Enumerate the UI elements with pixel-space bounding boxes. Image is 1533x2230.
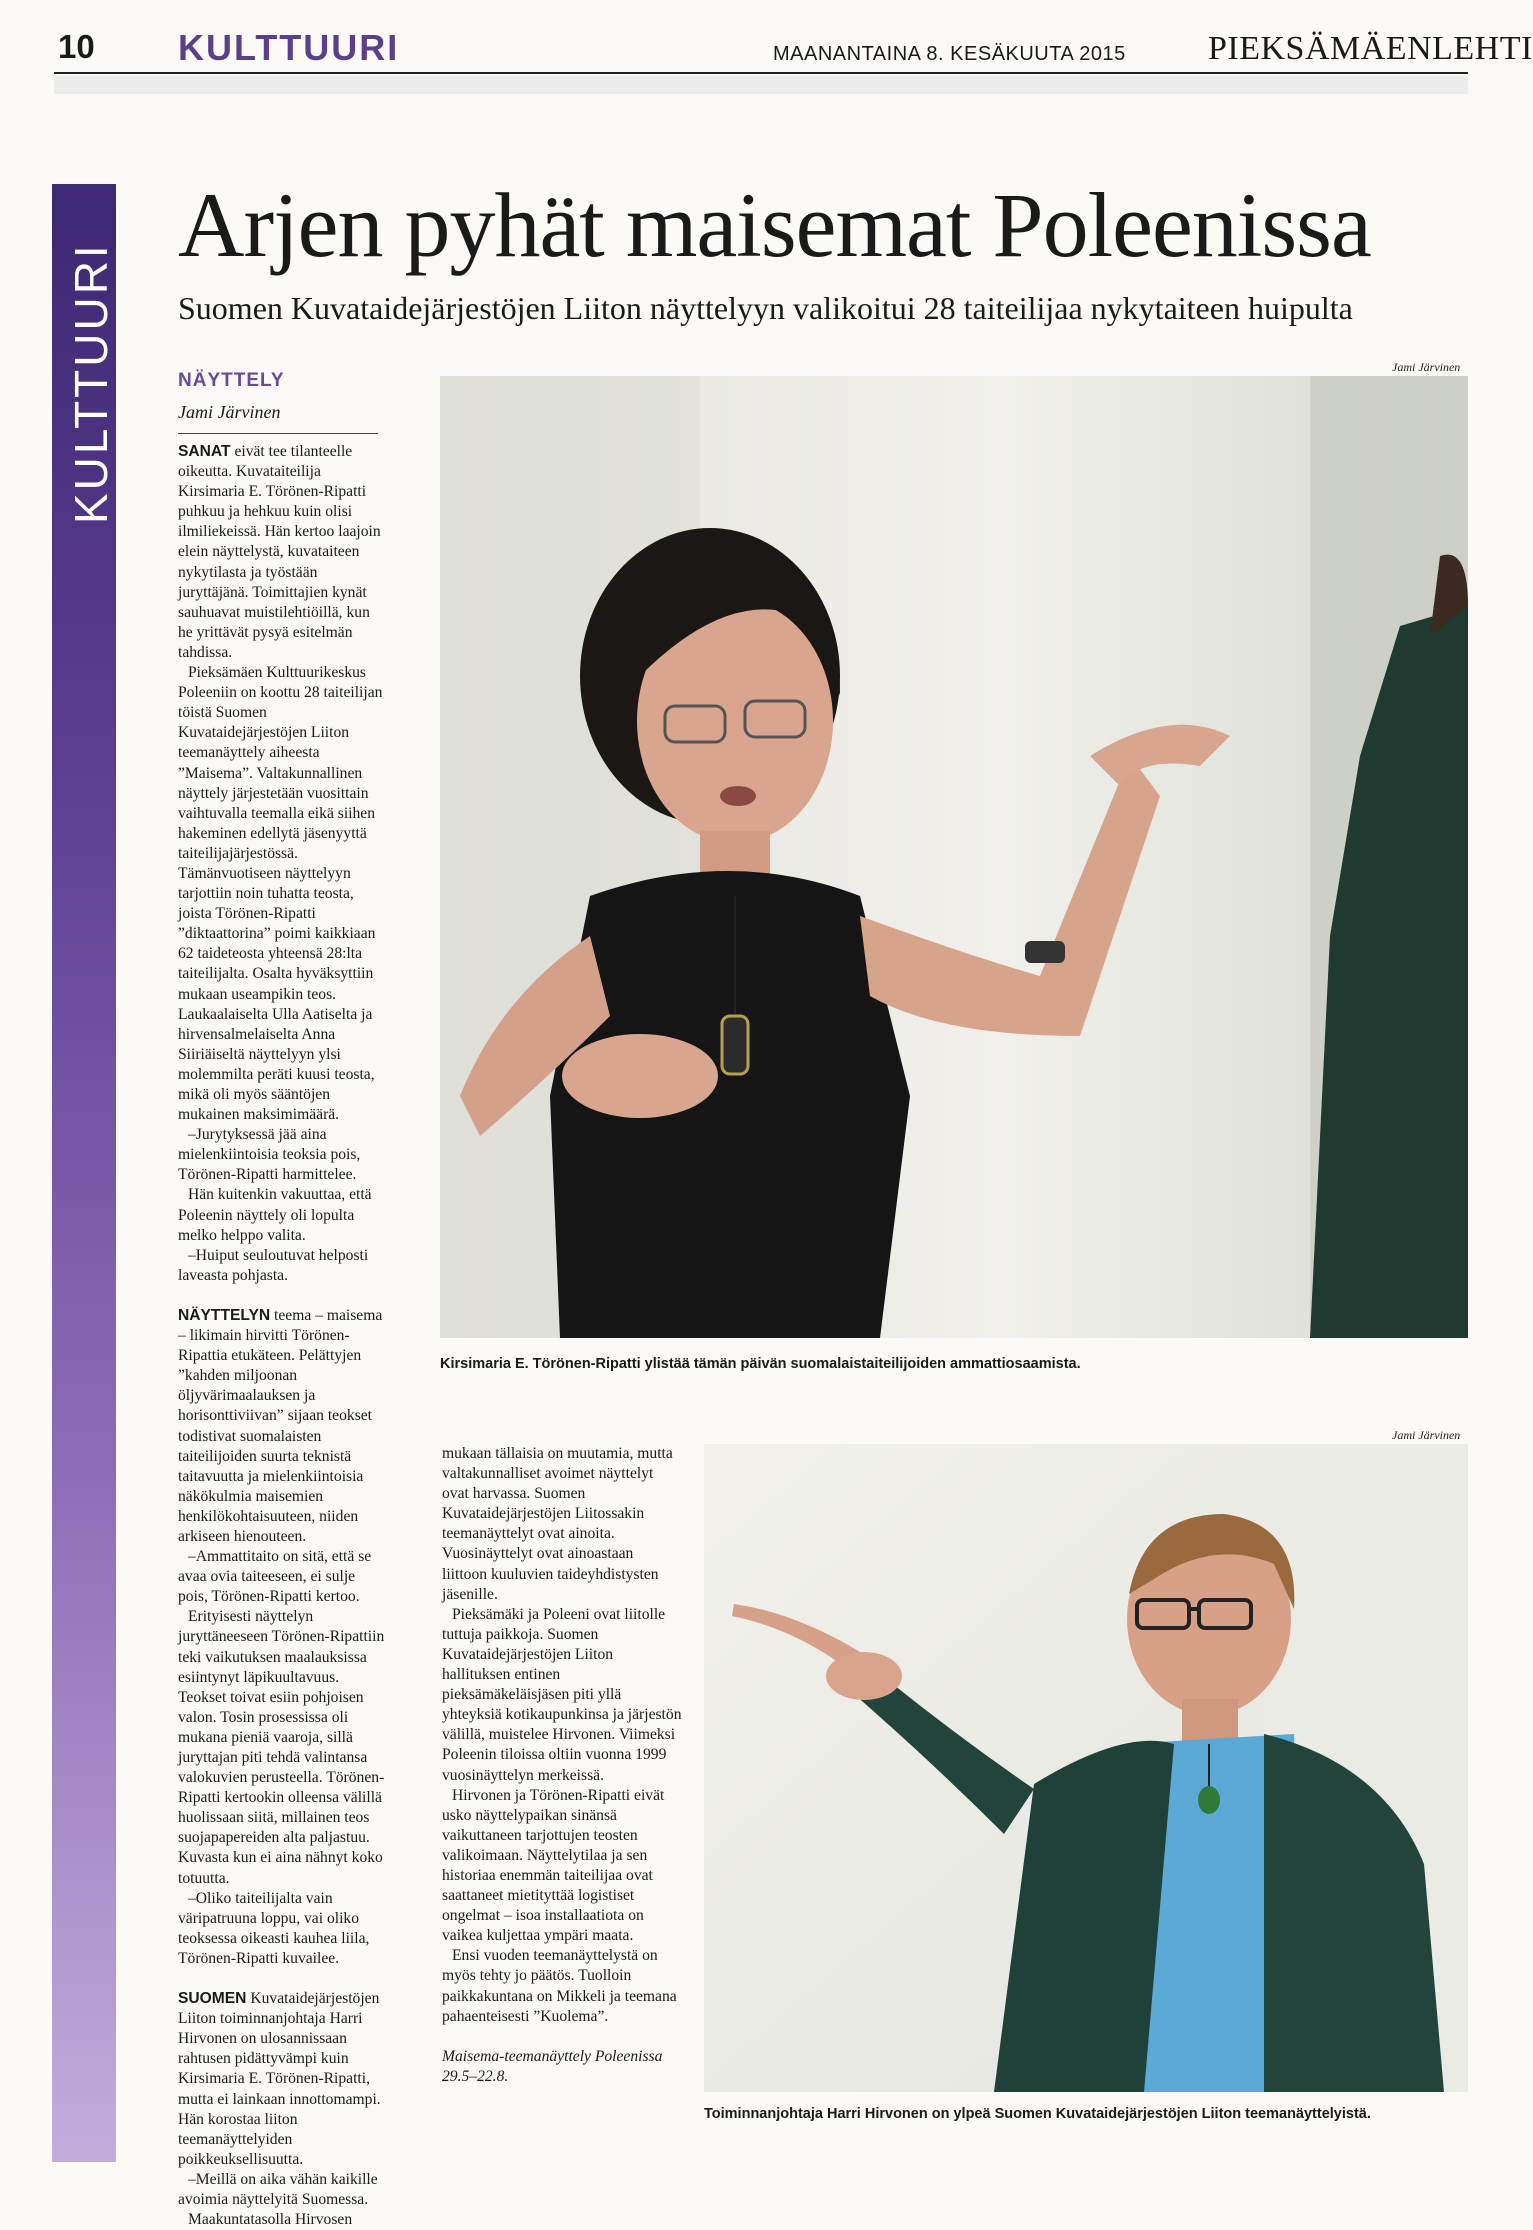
paragraph: Hän kuitenkin vakuuttaa, että Poleenin näyttely oli lopulta melko helppo valita.: [178, 1186, 372, 1244]
paragraph: –Jurytyksessä jää aina mielenkiintoisia teoksia pois, Törönen-Ripatti harmittelee.: [178, 1126, 361, 1184]
newspaper-name: PIEKSÄMÄENLEHTI: [1208, 30, 1533, 67]
article-headline: Arjen pyhät maisemat Poleenissa: [178, 174, 1371, 276]
paragraph: Pieksämäki ja Poleeni ovat liitolle tuttuja paikkoja. Suomen Kuvataidejärjestöjen Liiton hallituksen entinen pieksämäkeläisjäsen piti yllä yhteyksiä kotikaupunkinsa ja järjestön välillä, muistelee Hirvonen. Viimeksi Poleenin tiloissa oltiin vuonna 1999 vuosinäyttelyn merkeissä.: [442, 1605, 682, 1784]
paragraph-text: teema – maisema – likimain hirvitti Törönen-Ripattia etukäteen. Pelättyjen ”kahden miljoonan öljyvärimaalauksen ja horisonttiviivan” sijaan teokset todistivat suomalaisten taiteilijoiden suurta teknistä taitavuutta ja mielenkiintoisia näkökulmia maisemien henkilökohtaisuuteen, niiden arkiseen hienouteen.: [178, 1306, 383, 1545]
article-column-middle: [442, 1444, 682, 2087]
header-band: [54, 76, 1468, 94]
photo-credit: Jami Järvinen: [1392, 360, 1461, 374]
article-kicker: NÄYTTELY: [178, 370, 285, 391]
paragraph: Maakuntatasolla Hirvosen: [188, 2211, 353, 2229]
paragraph: –Meillä on aika vähän kaikille avoimia näyttelyitä Suomessa.: [178, 2170, 378, 2208]
exhibition-info: Maisema-teemanäyttely Poleenissa 29.5–22.8.: [442, 2047, 663, 2085]
paragraph: Erityisesti näyttelyn juryttäneeseen Törönen-Ripattiin teki vaikutuksen maalauksissa esiintynyt läpikuultavuus. Teokset toivat esiin pohjoisen valon. Tosin prosessissa oli mukana pieniä vaaroja, sillä juryttajan piti tehdä valintansa valokuvien perusteella. Törönen-Ripatti kertookin olleensa välillä huolissaan siitä, millainen teos suojapapereiden alta paljastuu. Kuvasta kun ei aina nähnyt koko totuutta.: [178, 1608, 385, 1887]
paragraph: Hirvonen ja Törönen-Ripatti eivät usko näyttelypaikan sinänsä vaikuttaneen tarjottujen teosten valikoimaan. Näyttelytilaa ja sen historiaa enemmän taiteilijaa ovat saattaneet mietityttää logistiset ongelmat – isoa installaatiota on vaikea kuljettaa ympäri maata.: [442, 1786, 665, 1945]
page-number: 10: [58, 28, 95, 65]
paragraph: [178, 1989, 386, 2170]
paragraph-lead: SANAT: [178, 443, 231, 460]
paragraph-text: Kuvataidejärjestöjen Liiton toiminnanjohtaja Harri Hirvonen on ulosannissaan rahtusen pidättyvämpi kuin Kirsimaria E. Törönen-Ripatti, mutta ei lainkaan innottomampi. Hän korostaa liiton teemanäyttelyiden poikkeuksellisuutta.: [178, 1990, 381, 2168]
article-byline: Jami Järvinen: [178, 402, 378, 434]
photo-credit: Jami Järvinen: [1392, 1428, 1461, 1442]
section-title: KULTTUURI: [178, 27, 400, 68]
photo-caption: Kirsimaria E. Törönen-Ripatti ylistää tämän päivän suomalaistaiteilijoiden ammattiosaamista.: [440, 1356, 1081, 1372]
paragraph: [178, 442, 386, 663]
paragraph: –Oliko taiteilijalta vain väripatruuna loppu, vai oliko teoksessa oikeasti kauhea liila, Törönen-Ripatti kuvailee.: [178, 1889, 370, 1967]
photo-kirsimaria: [440, 376, 1468, 1338]
photo-harri-hirvonen: [704, 1444, 1468, 2092]
article-subheadline: Suomen Kuvataidejärjestöjen Liiton näyttelyyn valikoitui 28 taiteilijaa nykytaiteen huipulta: [178, 290, 1353, 326]
section-sidebar: [52, 184, 116, 2162]
paragraph: [178, 1306, 386, 1547]
paragraph-lead: NÄYTTELYN: [178, 1306, 271, 1324]
paragraph: Pieksämäen Kulttuurikeskus Poleeniin on koottu 28 taiteilijan töistä Suomen Kuvataidejärjestöjen Liiton teemanäyttely aiheesta ”Maisema”. Valtakunnallinen näyttely järjestetään vuosittain vaihtuvalla teemalla eikä siihen hakeminen edellytä jäsenyyttä taiteilijajärjestössä. Tämänvuotiseen näyttelyyn tarjottiin noin tuhatta teosta, joista Törönen-Ripatti ”diktaattorina” poimi kaikkiaan 62 taideteosta yhteensä 28:lta taiteilijalta. Osalta hyväksyttiin mukaan useampikin teos. Laukaalaiselta Ulla Aatiselta ja hirvensalmelaiselta Anna Siiriäiseltä näyttelyyn ylsi molemmilta peräti kuusi teosta, mikä oli myös sääntöjen mukainen maksimimäärä.: [178, 664, 383, 1124]
paragraph: –Huiput seuloutuvat helposti laveasta pohjasta.: [178, 1246, 369, 1284]
paragraph: –Ammattitaito on sitä, että se avaa ovia taiteeseen, ei sulje pois, Törönen-Ripatti kertoo.: [178, 1548, 372, 1606]
sidebar-label: KULTTUURI: [65, 242, 117, 524]
paragraph-lead: SUOMEN: [178, 1990, 247, 2008]
paragraph: mukaan tällaisia on muutamia, mutta valtakunnalliset avoimet näyttelyt ovat harvassa. Suomen Kuvataidejärjestöjen Liitossakin teemanäyttelyt ovat ainoita. Vuosinäyttelyt ovat ainoastaan liittoon kuuluvien taideyhdistysten jäsenille.: [442, 1445, 673, 1603]
photo-caption: Toiminnanjohtaja Harri Hirvonen on ylpeä Suomen Kuvataidejärjestöjen Liiton teemanäyttelyistä.: [704, 2106, 1371, 2122]
paragraph-text: eivät tee tilanteelle oikeutta. Kuvataiteilija Kirsimaria E. Törönen-Ripatti puhkuu ja hehkuu kuin olisi ilmiliekeissä. Hän kertoo laajoin elein näyttelystä, kuvataiteen nykytilasta ja työstään juryttäjänä. Toimittajien kynät sauhuavat muistilehtiöillä, kun he yrittävät pysyä esitelmän tahdissa.: [178, 443, 381, 661]
article-column-left: [178, 442, 386, 2230]
issue-date: MAANANTAINA 8. KESÄKUUTA 2015: [773, 43, 1126, 65]
paragraph: Ensi vuoden teemanäyttelystä on myös tehty jo päätös. Tuolloin paikkakuntana on Mikkeli ja teemana pahaenteisesti ”Kuolema”.: [442, 1947, 677, 2025]
header-rule: [54, 72, 1468, 74]
